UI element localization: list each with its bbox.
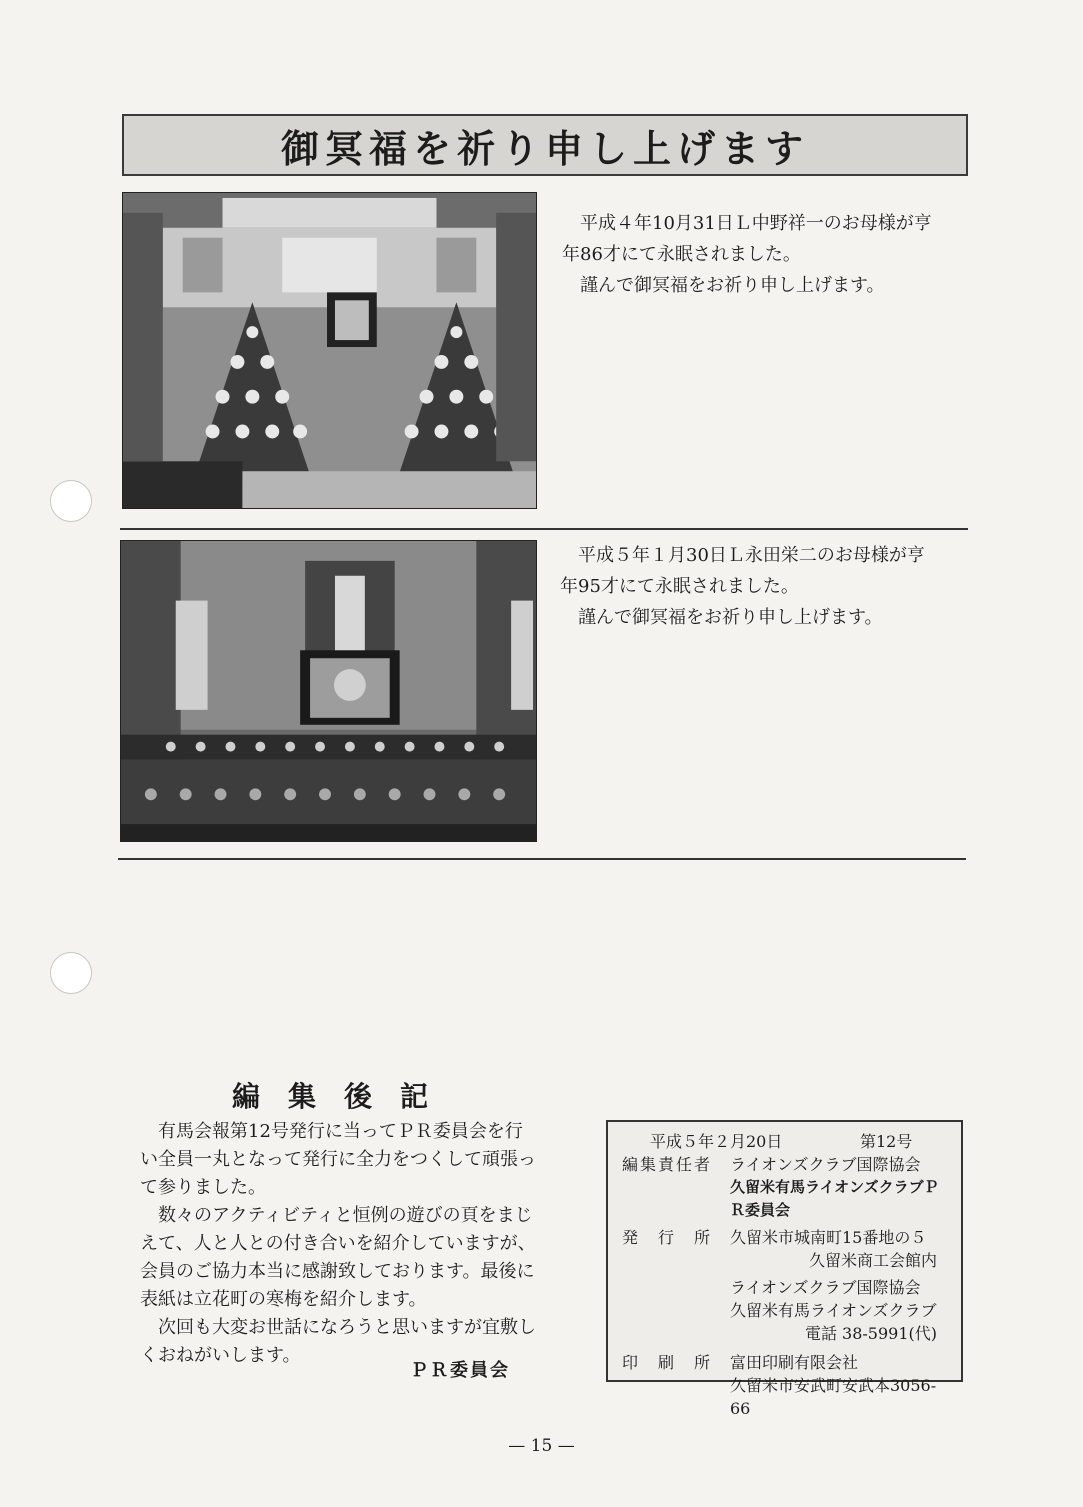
colophon-spacer-4 [622, 1299, 730, 1322]
funeral-photo-2 [120, 540, 537, 842]
notice-1-line-1: 平成４年10月31日Ｌ中野祥一のお母様が亨 [580, 213, 932, 234]
page-title-box [122, 114, 968, 176]
colophon-editor-row [622, 1153, 951, 1176]
colophon-printer-row-2 [622, 1374, 951, 1420]
colophon-spacer-5 [622, 1322, 730, 1345]
colophon-spacer-6 [622, 1374, 730, 1420]
editor-note-paragraph-3: 次回も大変お世話になろうと思いますが宜敷しくおねがいします。 [140, 1317, 536, 1366]
colophon-date-row [622, 1130, 951, 1153]
divider-rule-1 [120, 528, 968, 530]
colophon-publisher-label: 発 行 所 [622, 1228, 713, 1247]
colophon-editor-row-2 [622, 1176, 951, 1222]
colophon-editor-label: 編集責任者 [622, 1155, 713, 1174]
colophon-spacer-3 [622, 1276, 730, 1299]
colophon-date: 平成５年２月20日 [650, 1132, 783, 1151]
condolence-notice-2 [560, 540, 960, 633]
colophon-editor-line-2: 久留米有馬ライオンズクラブＰＲ委員会 [730, 1178, 939, 1219]
editor-note-body [140, 1118, 540, 1370]
colophon-box [606, 1120, 963, 1418]
colophon-publisher-line-3: ライオンズクラブ国際協会 [730, 1278, 921, 1297]
colophon-spacer-2 [622, 1249, 730, 1272]
page-number: — 15 — [508, 1436, 575, 1456]
divider-rule-2 [118, 858, 966, 860]
notice-1-line-2: 年86才にて永眠されました。 [562, 244, 801, 265]
colophon-printer-line-2: 久留米市安武町安武本3056-66 [730, 1376, 937, 1418]
colophon-spacer-1 [622, 1176, 730, 1222]
funeral-photo-1 [122, 192, 537, 509]
editor-note-paragraph-2: 数々のアクティビティと恒例の遊びの頁をまじえて、人と人との付き合いを紹介していますが、会員のご協力本当に感謝致しております。最後に表紙は立花町の寒梅を紹介します。 [140, 1205, 536, 1310]
notice-2-line-1: 平成５年１月30日Ｌ永田栄二のお母様が亨 [578, 545, 925, 566]
colophon-publisher-row-5 [622, 1322, 951, 1345]
colophon-publisher-row-4 [622, 1299, 951, 1322]
editor-note-heading: 編集後記 [232, 1080, 457, 1113]
colophon-issue: 第12号 [860, 1132, 913, 1151]
colophon-publisher-phone: 電話 38-5991(代) [804, 1324, 937, 1343]
colophon-publisher-row-2 [622, 1249, 951, 1272]
notice-2-line-2: 年95才にて永眠されました。 [560, 576, 799, 597]
binder-hole-bottom [50, 952, 92, 994]
colophon-publisher-line-4: 久留米有馬ライオンズクラブ [730, 1301, 937, 1320]
notice-1-line-3: 謹んで御冥福をお祈り申し上げます。 [580, 275, 885, 296]
page-title: 御冥福を祈り申し上げます [280, 125, 809, 171]
colophon-publisher-line-1: 久留米市城南町15番地の５ [730, 1228, 927, 1247]
colophon-publisher-row-3 [622, 1276, 951, 1299]
colophon-printer-row [622, 1351, 951, 1374]
colophon-publisher-line-2: 久留米商工会館内 [808, 1251, 937, 1270]
editor-note-signature: ＰＲ委員会 [410, 1360, 510, 1381]
colophon-printer-line-1: 富田印刷有限会社 [730, 1353, 859, 1372]
editor-note-paragraph-1: 有馬会報第12号発行に当ってＰＲ委員会を行い全員一丸となって発行に全力をつくして頑張って参りました。 [140, 1121, 536, 1198]
binder-hole-top [50, 480, 92, 522]
colophon-publisher-row [622, 1226, 951, 1249]
colophon-printer-label: 印 刷 所 [622, 1353, 713, 1372]
colophon-editor-line-1: ライオンズクラブ国際協会 [730, 1155, 921, 1174]
condolence-notice-1 [562, 208, 962, 301]
notice-2-line-3: 謹んで御冥福をお祈り申し上げます。 [578, 607, 883, 628]
